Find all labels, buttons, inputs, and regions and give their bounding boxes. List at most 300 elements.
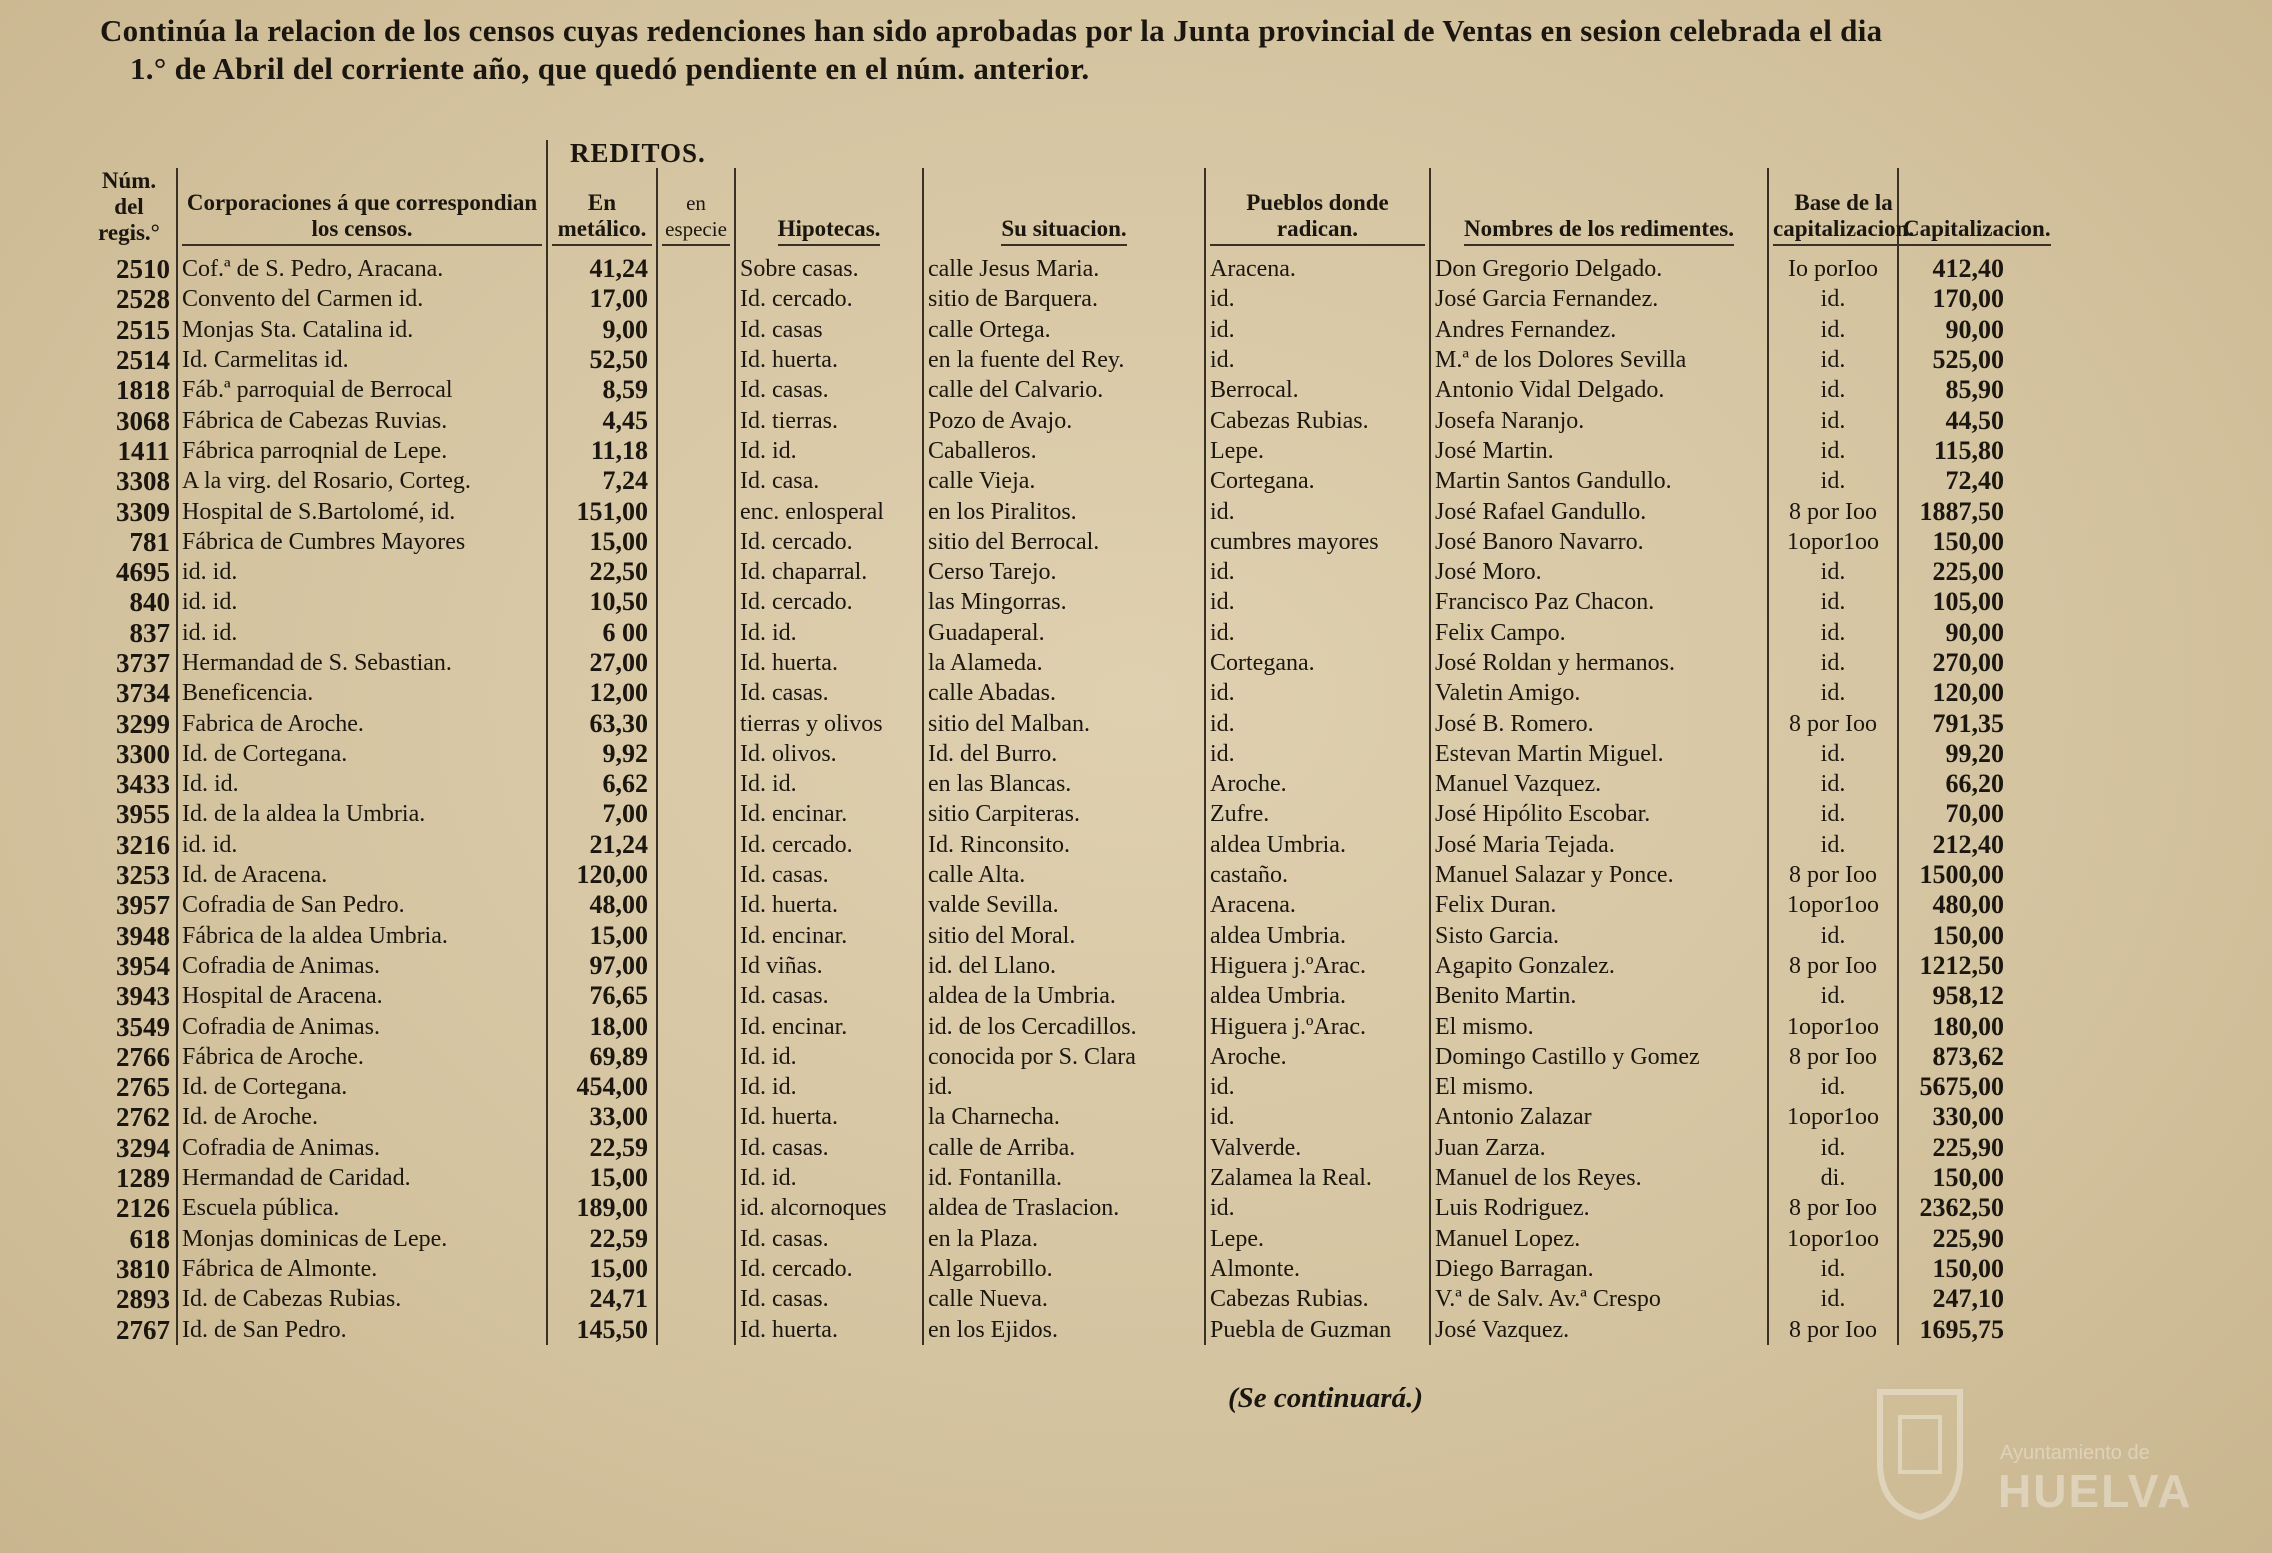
corporacion-cell: Hermandad de S. Sebastian.	[177, 648, 547, 678]
corporacion-cell: Monjas Sta. Catalina id.	[177, 315, 547, 345]
redimente-cell: Diego Barragan.	[1430, 1254, 1768, 1284]
registro-number: 2893	[116, 1284, 170, 1315]
corporacion-cell: Cofradia de Animas.	[177, 1133, 547, 1163]
especie-cell	[657, 466, 735, 496]
base-cell: id.	[1768, 466, 1898, 496]
especie-cell	[657, 254, 735, 284]
redimente-cell: Manuel de los Reyes.	[1430, 1163, 1768, 1193]
hipoteca-cell: Id. casas.	[735, 678, 923, 708]
especie-cell	[657, 890, 735, 920]
metalico-cell: 52,50	[547, 345, 657, 375]
especie-cell	[657, 405, 735, 435]
pueblo-cell: Almonte.	[1205, 1254, 1430, 1284]
pueblo-cell: Aroche.	[1205, 769, 1430, 799]
registro-number: 3955	[116, 799, 170, 830]
table-row	[82, 830, 2022, 860]
pueblo-cell: Cortegana.	[1205, 466, 1430, 496]
registro-number: 3294	[116, 1132, 170, 1163]
metalico-cell: 9,92	[547, 739, 657, 769]
table-row	[82, 708, 2022, 738]
metalico-cell: 41,24	[547, 254, 657, 284]
table-row	[82, 587, 2022, 617]
hipoteca-cell: Id. id.	[735, 1042, 923, 1072]
base-cell: id.	[1768, 284, 1898, 314]
redimente-cell: El mismo.	[1430, 1011, 1768, 1041]
base-cell: 1opor1oo	[1768, 1011, 1898, 1041]
registro-number: 3734	[116, 678, 170, 709]
metalico-cell: 189,00	[547, 1193, 657, 1223]
situacion-cell: en las Blancas.	[923, 769, 1205, 799]
metalico-cell: 24,71	[547, 1284, 657, 1314]
table-row	[82, 375, 2022, 405]
pueblo-cell: aldea Umbria.	[1205, 921, 1430, 951]
base-cell: id.	[1768, 739, 1898, 769]
pueblo-cell: aldea Umbria.	[1205, 981, 1430, 1011]
situacion-cell: calle de Arriba.	[923, 1133, 1205, 1163]
table-row	[82, 739, 2022, 769]
table-row	[82, 1133, 2022, 1163]
especie-cell	[657, 496, 735, 526]
hipoteca-cell: Id. casa.	[735, 466, 923, 496]
pueblo-cell: Cortegana.	[1205, 648, 1430, 678]
pueblo-cell: id.	[1205, 587, 1430, 617]
situacion-cell: la Charnecha.	[923, 1102, 1205, 1132]
table-row	[82, 1163, 2022, 1193]
col-header-num: Núm. del regis.°	[98, 168, 160, 245]
capitalizacion-cell: 85,90	[1898, 375, 2022, 405]
redimente-cell: Felix Campo.	[1430, 618, 1768, 648]
redimente-cell: M.ª de los Dolores Sevilla	[1430, 345, 1768, 375]
registro-number: 3309	[116, 496, 170, 527]
watermark-line-1: Ayuntamiento de	[2000, 1442, 2150, 1464]
especie-cell	[657, 436, 735, 466]
metalico-cell: 17,00	[547, 284, 657, 314]
hipoteca-cell: Id. huerta.	[735, 648, 923, 678]
metalico-cell: 9,00	[547, 315, 657, 345]
capitalizacion-cell: 150,00	[1898, 921, 2022, 951]
col-header-capital: Capitalizacion.	[1898, 168, 2022, 254]
hipoteca-cell: id. alcornoques	[735, 1193, 923, 1223]
huelva-watermark	[1860, 1372, 2200, 1522]
registro-number: 4695	[116, 557, 170, 588]
registro-number: 3810	[116, 1253, 170, 1284]
corporacion-cell: Fábrica de la aldea Umbria.	[177, 921, 547, 951]
pueblo-cell: Zufre.	[1205, 799, 1430, 829]
registro-number: 837	[129, 617, 170, 648]
metalico-cell: 120,00	[547, 860, 657, 890]
base-cell: 1opor1oo	[1768, 1224, 1898, 1254]
situacion-cell: calle Abadas.	[923, 678, 1205, 708]
situacion-cell: en los Ejidos.	[923, 1314, 1205, 1344]
registro-number: 3253	[116, 860, 170, 891]
base-cell: id.	[1768, 587, 1898, 617]
metalico-cell: 15,00	[547, 1163, 657, 1193]
base-cell: id.	[1768, 375, 1898, 405]
situacion-cell: aldea de la Umbria.	[923, 981, 1205, 1011]
pueblo-cell: id.	[1205, 678, 1430, 708]
pueblo-cell: id.	[1205, 708, 1430, 738]
situacion-cell: calle Nueva.	[923, 1284, 1205, 1314]
registro-number: 2528	[116, 284, 170, 315]
corporacion-cell: Cofradia de Animas.	[177, 951, 547, 981]
capitalizacion-cell: 330,00	[1898, 1102, 2022, 1132]
base-cell: 8 por Ioo	[1768, 496, 1898, 526]
hipoteca-cell: Id. id.	[735, 618, 923, 648]
metalico-cell: 22,59	[547, 1224, 657, 1254]
corporacion-cell: Hermandad de Caridad.	[177, 1163, 547, 1193]
redimente-cell: José Roldan y hermanos.	[1430, 648, 1768, 678]
table-row	[82, 769, 2022, 799]
hipoteca-cell: Id. id.	[735, 1163, 923, 1193]
registro-number: 3216	[116, 829, 170, 860]
heading-line-2: 1.° de Abril del corriente año, que quedó pendiente en el núm. anterior.	[130, 51, 1090, 86]
table-row	[82, 1072, 2022, 1102]
hipoteca-cell: Id. cercado.	[735, 527, 923, 557]
col-header-situacion: Su situacion.	[923, 168, 1205, 254]
situacion-cell: sitio Carpiteras.	[923, 799, 1205, 829]
pueblo-cell: Berrocal.	[1205, 375, 1430, 405]
especie-cell	[657, 1254, 735, 1284]
metalico-cell: 21,24	[547, 830, 657, 860]
situacion-cell: id.	[923, 1072, 1205, 1102]
situacion-cell: calle del Calvario.	[923, 375, 1205, 405]
base-cell: id.	[1768, 921, 1898, 951]
capitalizacion-cell: 1212,50	[1898, 951, 2022, 981]
registro-number: 2767	[116, 1314, 170, 1345]
pueblo-cell: cumbres mayores	[1205, 527, 1430, 557]
situacion-cell: aldea de Traslacion.	[923, 1193, 1205, 1223]
table-row	[82, 436, 2022, 466]
especie-cell	[657, 1102, 735, 1132]
pueblo-cell: Cabezas Rubias.	[1205, 1284, 1430, 1314]
metalico-cell: 454,00	[547, 1072, 657, 1102]
capitalizacion-cell: 120,00	[1898, 678, 2022, 708]
corporacion-cell: Id. de Cortegana.	[177, 1072, 547, 1102]
capitalizacion-cell: 5675,00	[1898, 1072, 2022, 1102]
especie-cell	[657, 830, 735, 860]
situacion-cell: sitio de Barquera.	[923, 284, 1205, 314]
table-row	[82, 1011, 2022, 1041]
metalico-cell: 6,62	[547, 769, 657, 799]
corporacion-cell: id. id.	[177, 587, 547, 617]
situacion-cell: calle Jesus Maria.	[923, 254, 1205, 284]
base-cell: id.	[1768, 1072, 1898, 1102]
situacion-cell: las Mingorras.	[923, 587, 1205, 617]
pueblo-cell: id.	[1205, 1193, 1430, 1223]
corporacion-cell: Cofradia de San Pedro.	[177, 890, 547, 920]
corporacion-cell: Id. id.	[177, 769, 547, 799]
registro-number: 1818	[116, 375, 170, 406]
redimente-cell: Juan Zarza.	[1430, 1133, 1768, 1163]
situacion-cell: valde Sevilla.	[923, 890, 1205, 920]
redimente-cell: Andres Fernandez.	[1430, 315, 1768, 345]
hipoteca-cell: Id. cercado.	[735, 284, 923, 314]
pueblo-cell: id.	[1205, 1072, 1430, 1102]
corporacion-cell: Id. de Cortegana.	[177, 739, 547, 769]
registro-number: 2766	[116, 1041, 170, 1072]
table-row	[82, 981, 2022, 1011]
especie-cell	[657, 799, 735, 829]
base-cell: id.	[1768, 436, 1898, 466]
base-cell: 1opor1oo	[1768, 1102, 1898, 1132]
registro-number: 3300	[116, 738, 170, 769]
capitalizacion-cell: 180,00	[1898, 1011, 2022, 1041]
capitalizacion-cell: 66,20	[1898, 769, 2022, 799]
redimente-cell: Josefa Naranjo.	[1430, 405, 1768, 435]
col-header-hipotecas: Hipotecas.	[735, 168, 923, 254]
redimente-cell: José Martin.	[1430, 436, 1768, 466]
registro-number: 3549	[116, 1011, 170, 1042]
table-body	[82, 254, 2022, 1345]
metalico-cell: 22,50	[547, 557, 657, 587]
metalico-cell: 15,00	[547, 527, 657, 557]
corporacion-cell: id. id.	[177, 618, 547, 648]
hipoteca-cell: enc. enlosperal	[735, 496, 923, 526]
col-header-nombres: Nombres de los redimentes.	[1430, 168, 1768, 254]
metalico-cell: 33,00	[547, 1102, 657, 1132]
base-cell: id.	[1768, 315, 1898, 345]
corporacion-cell: id. id.	[177, 830, 547, 860]
pueblo-cell: aldea Umbria.	[1205, 830, 1430, 860]
capitalizacion-cell: 1887,50	[1898, 496, 2022, 526]
situacion-cell: conocida por S. Clara	[923, 1042, 1205, 1072]
capitalizacion-cell: 958,12	[1898, 981, 2022, 1011]
especie-cell	[657, 375, 735, 405]
table-row	[82, 1224, 2022, 1254]
base-cell: id.	[1768, 1254, 1898, 1284]
capitalizacion-cell: 525,00	[1898, 345, 2022, 375]
especie-cell	[657, 951, 735, 981]
col-header-corporaciones: Corporaciones á que correspondian los censos.	[177, 168, 547, 254]
metalico-cell: 69,89	[547, 1042, 657, 1072]
redimente-cell: Felix Duran.	[1430, 890, 1768, 920]
base-cell: 1opor1oo	[1768, 890, 1898, 920]
base-cell: id.	[1768, 830, 1898, 860]
redimente-cell: Sisto Garcia.	[1430, 921, 1768, 951]
capitalizacion-cell: 150,00	[1898, 1254, 2022, 1284]
registro-number: 840	[129, 587, 170, 618]
table-header	[82, 138, 2051, 254]
especie-cell	[657, 618, 735, 648]
metalico-cell: 7,00	[547, 799, 657, 829]
corporacion-cell: Fábrica de Aroche.	[177, 1042, 547, 1072]
page-heading	[100, 12, 2100, 88]
corporacion-cell: Fáb.ª parroquial de Berrocal	[177, 375, 547, 405]
table-row	[82, 284, 2022, 314]
pueblo-cell: id.	[1205, 496, 1430, 526]
especie-cell	[657, 678, 735, 708]
pueblo-cell: Aracena.	[1205, 254, 1430, 284]
hipoteca-cell: Id. casas.	[735, 981, 923, 1011]
especie-cell	[657, 527, 735, 557]
metalico-cell: 48,00	[547, 890, 657, 920]
pueblo-cell: Zalamea la Real.	[1205, 1163, 1430, 1193]
hipoteca-cell: Id. casas.	[735, 1133, 923, 1163]
corporacion-cell: Id. de la aldea la Umbria.	[177, 799, 547, 829]
base-cell: 8 por Ioo	[1768, 951, 1898, 981]
especie-cell	[657, 1072, 735, 1102]
registro-number: 2514	[116, 345, 170, 376]
hipoteca-cell: Id. huerta.	[735, 1102, 923, 1132]
capitalizacion-cell: 99,20	[1898, 739, 2022, 769]
table-row	[82, 1193, 2022, 1223]
capitalizacion-cell: 170,00	[1898, 284, 2022, 314]
capitalizacion-cell: 70,00	[1898, 799, 2022, 829]
col-header-metalico: En metálico.	[547, 168, 657, 254]
pueblo-cell: Cabezas Rubias.	[1205, 405, 1430, 435]
especie-cell	[657, 1284, 735, 1314]
redimente-cell: Manuel Salazar y Ponce.	[1430, 860, 1768, 890]
situacion-cell: Cerso Tarejo.	[923, 557, 1205, 587]
base-cell: id.	[1768, 557, 1898, 587]
capitalizacion-cell: 105,00	[1898, 587, 2022, 617]
pueblo-cell: Higuera j.ºArac.	[1205, 951, 1430, 981]
hipoteca-cell: Id viñas.	[735, 951, 923, 981]
especie-cell	[657, 1133, 735, 1163]
situacion-cell: en los Piralitos.	[923, 496, 1205, 526]
especie-cell	[657, 981, 735, 1011]
redimente-cell: José Vazquez.	[1430, 1314, 1768, 1344]
table-row	[82, 890, 2022, 920]
base-cell: 8 por Ioo	[1768, 708, 1898, 738]
capitalizacion-cell: 1500,00	[1898, 860, 2022, 890]
situacion-cell: id. Fontanilla.	[923, 1163, 1205, 1193]
table-row	[82, 1284, 2022, 1314]
heading-line-1: Continúa la relacion de los censos cuyas redenciones han sido aprobadas por la Junta provincial de Ventas en sesion celebrada el dia	[100, 13, 1883, 48]
base-cell: 8 por Ioo	[1768, 1193, 1898, 1223]
especie-cell	[657, 921, 735, 951]
pueblo-cell: Valverde.	[1205, 1133, 1430, 1163]
metalico-cell: 22,59	[547, 1133, 657, 1163]
pueblo-cell: id.	[1205, 315, 1430, 345]
redimente-cell: José Garcia Fernandez.	[1430, 284, 1768, 314]
hipoteca-cell: Id. casas.	[735, 860, 923, 890]
redimente-cell: Francisco Paz Chacon.	[1430, 587, 1768, 617]
registro-number: 3943	[116, 981, 170, 1012]
table-row	[82, 557, 2022, 587]
redimente-cell: José Maria Tejada.	[1430, 830, 1768, 860]
especie-cell	[657, 587, 735, 617]
pueblo-cell: Puebla de Guzman	[1205, 1314, 1430, 1344]
table-row	[82, 466, 2022, 496]
corporacion-cell: Beneficencia.	[177, 678, 547, 708]
hipoteca-cell: Id. encinar.	[735, 1011, 923, 1041]
situacion-cell: la Alameda.	[923, 648, 1205, 678]
capitalizacion-cell: 412,40	[1898, 254, 2022, 284]
hipoteca-cell: Id. cercado.	[735, 1254, 923, 1284]
situacion-cell: calle Ortega.	[923, 315, 1205, 345]
corporacion-cell: Monjas dominicas de Lepe.	[177, 1224, 547, 1254]
especie-cell	[657, 1224, 735, 1254]
pueblo-cell: id.	[1205, 345, 1430, 375]
table-row	[82, 860, 2022, 890]
hipoteca-cell: Id. huerta.	[735, 345, 923, 375]
situacion-cell: Guadaperal.	[923, 618, 1205, 648]
metalico-cell: 4,45	[547, 405, 657, 435]
registro-number: 781	[129, 526, 170, 557]
redimente-cell: Benito Martin.	[1430, 981, 1768, 1011]
base-cell: id.	[1768, 648, 1898, 678]
redimente-cell: Manuel Lopez.	[1430, 1224, 1768, 1254]
base-cell: id.	[1768, 1284, 1898, 1314]
especie-cell	[657, 345, 735, 375]
corporacion-cell: id. id.	[177, 557, 547, 587]
hipoteca-cell: Id. encinar.	[735, 799, 923, 829]
table-row	[82, 405, 2022, 435]
census-table	[82, 138, 2051, 1345]
especie-cell	[657, 1011, 735, 1041]
registro-number: 618	[129, 1223, 170, 1254]
registro-number: 2515	[116, 314, 170, 345]
redimente-cell: Valetin Amigo.	[1430, 678, 1768, 708]
corporacion-cell: Id. Carmelitas id.	[177, 345, 547, 375]
especie-cell	[657, 708, 735, 738]
especie-cell	[657, 557, 735, 587]
capitalizacion-cell: 1695,75	[1898, 1314, 2022, 1344]
capitalizacion-cell: 72,40	[1898, 466, 2022, 496]
pueblo-cell: Lepe.	[1205, 436, 1430, 466]
hipoteca-cell: Id. chaparral.	[735, 557, 923, 587]
base-cell: Io porIoo	[1768, 254, 1898, 284]
situacion-cell: Caballeros.	[923, 436, 1205, 466]
registro-number: 3954	[116, 950, 170, 981]
hipoteca-cell: Id. casas.	[735, 1224, 923, 1254]
especie-cell	[657, 315, 735, 345]
registro-number: 3308	[116, 466, 170, 497]
corporacion-cell: Fábrica de Cabezas Ruvias.	[177, 405, 547, 435]
watermark-line-2: HUELVA	[1998, 1465, 2193, 1517]
table-row	[82, 1102, 2022, 1132]
registro-number: 3299	[116, 708, 170, 739]
corporacion-cell: Id. de Cabezas Rubias.	[177, 1284, 547, 1314]
table-row	[82, 799, 2022, 829]
hipoteca-cell: Id. casas.	[735, 375, 923, 405]
situacion-cell: Algarrobillo.	[923, 1254, 1205, 1284]
table-row	[82, 618, 2022, 648]
capitalizacion-cell: 44,50	[1898, 405, 2022, 435]
situacion-cell: en la Plaza.	[923, 1224, 1205, 1254]
especie-cell	[657, 1193, 735, 1223]
hipoteca-cell: Id. id.	[735, 769, 923, 799]
capitalizacion-cell: 150,00	[1898, 527, 2022, 557]
redimente-cell: Domingo Castillo y Gomez	[1430, 1042, 1768, 1072]
col-header-pueblos: Pueblos donde radican.	[1205, 168, 1430, 254]
table-row	[82, 678, 2022, 708]
corporacion-cell: Fabrica de Aroche.	[177, 708, 547, 738]
pueblo-cell: id.	[1205, 557, 1430, 587]
hipoteca-cell: Id. id.	[735, 436, 923, 466]
hipoteca-cell: Id. encinar.	[735, 921, 923, 951]
especie-cell	[657, 284, 735, 314]
especie-cell	[657, 860, 735, 890]
metalico-cell: 18,00	[547, 1011, 657, 1041]
capitalizacion-cell: 115,80	[1898, 436, 2022, 466]
table-row	[82, 1254, 2022, 1284]
col-header-base: Base de la capitalizacion.	[1768, 168, 1898, 254]
metalico-cell: 7,24	[547, 466, 657, 496]
metalico-cell: 97,00	[547, 951, 657, 981]
table-row	[82, 496, 2022, 526]
base-cell: id.	[1768, 981, 1898, 1011]
base-cell: id.	[1768, 345, 1898, 375]
capitalizacion-cell: 791,35	[1898, 708, 2022, 738]
table-row	[82, 345, 2022, 375]
registro-number: 2510	[116, 254, 170, 285]
metalico-cell: 10,50	[547, 587, 657, 617]
capitalizacion-cell: 247,10	[1898, 1284, 2022, 1314]
especie-cell	[657, 1042, 735, 1072]
redimente-cell: José Rafael Gandullo.	[1430, 496, 1768, 526]
